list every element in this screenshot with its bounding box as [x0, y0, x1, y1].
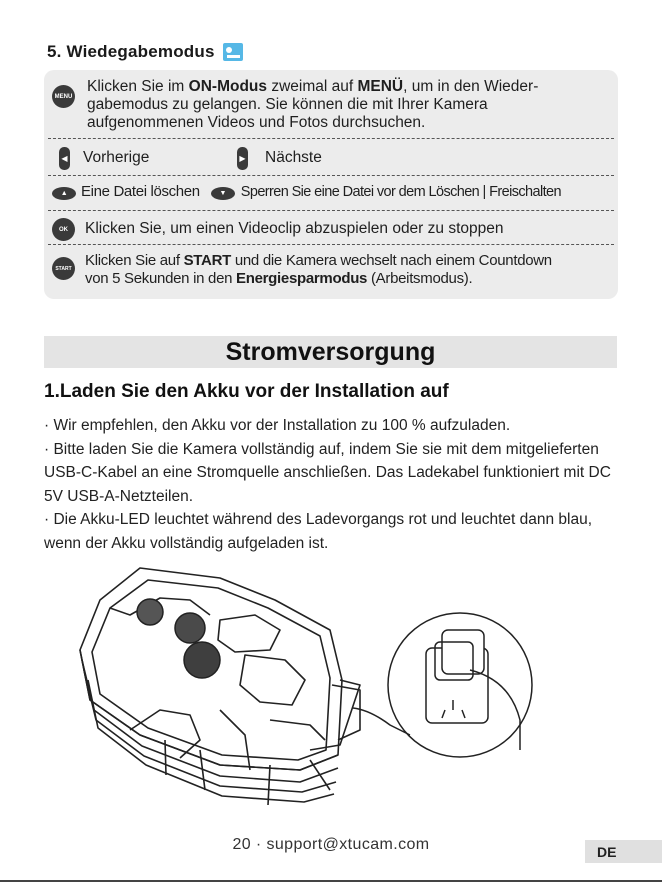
language-tab: [585, 840, 662, 863]
nav-row: [44, 147, 618, 170]
wall-socket-zoom: [388, 613, 532, 757]
section-title-text: 5. Wiedegabemodus: [47, 42, 215, 61]
power-supply-title: Stromversorgung: [225, 338, 436, 366]
lock-file-label: Sperren Sie eine Datei vor dem Löschen | Freischalten: [240, 184, 561, 200]
left-arrow-icon: ◀: [59, 147, 70, 170]
ok-row-text: Klicken Sie, um einen Videoclip abzuspielen oder zu stoppen: [85, 220, 504, 237]
camera-lens: [184, 642, 220, 678]
menu-text-menu: MENÜ: [357, 78, 404, 95]
divider: [48, 175, 614, 176]
usb-cable: [353, 708, 410, 735]
delete-file-label: Eine Datei löschen: [81, 183, 200, 200]
language-code: DE: [597, 844, 617, 860]
camera-charging-illustration: [70, 560, 570, 810]
power-supply-banner: [44, 336, 617, 368]
ok-row: [44, 218, 618, 241]
start-text-4: (Arbeitsmodus).: [367, 270, 473, 287]
start-text-start: START: [183, 252, 231, 269]
menu-text-3: , um in den Wieder-: [403, 78, 539, 95]
playback-instructions-panel: [44, 70, 618, 299]
menu-text-2: zweimal auf: [267, 78, 358, 95]
divider: [48, 138, 614, 139]
start-text-energiesparmodus: Energiesparmodus: [236, 270, 368, 287]
start-button-icon: START: [52, 257, 75, 280]
next-label: Nächste: [265, 149, 322, 166]
start-row: [44, 252, 618, 288]
charging-instructions: [44, 414, 624, 555]
right-arrow-icon: ▶: [237, 147, 248, 170]
charging-heading: 1.Laden Sie den Akku vor der Installation auf: [44, 381, 449, 402]
menu-text-on-modus: ON-Modus: [188, 78, 268, 95]
section-title: [47, 42, 243, 62]
ok-button-icon: OK: [52, 218, 75, 241]
start-text-3: von 5 Sekunden in den: [85, 270, 237, 287]
prev-label: Vorherige: [83, 149, 150, 166]
up-button-icon: ▲: [52, 187, 76, 200]
menu-text-1: Klicken Sie im: [87, 78, 189, 95]
trail-camera-drawing: [80, 568, 360, 805]
camera-sensor: [137, 599, 163, 625]
bottom-rule: [0, 880, 662, 882]
instruction-paragraph: · Wir empfehlen, den Akku vor der Installation zu 100 % aufzuladen.: [44, 417, 511, 434]
instruction-paragraph: · Bitte laden Sie die Kamera vollständig auf, indem Sie sie mit dem mitgelieferten USB-C-Kabel an eine Stromquelle anschließen. Das Ladekabel funktioniert mit DC 5V USB-A-Netzteilen.: [44, 440, 611, 505]
menu-text-line3: aufgenommenen Videos und Fotos durchsuchen.: [87, 114, 426, 131]
page-footer: 20 · support@xtucam.com: [232, 836, 430, 853]
start-row-text: [85, 252, 552, 288]
menu-row: [44, 78, 618, 132]
menu-button-icon: MENU: [52, 85, 75, 108]
file-row: [44, 183, 618, 201]
menu-text-line2: gabemodus zu gelangen. Sie können die mit Ihrer Kamera: [87, 96, 488, 113]
divider: [48, 244, 614, 245]
start-text-1: Klicken Sie auf: [85, 252, 184, 269]
playback-mode-icon: [223, 43, 243, 61]
camera-lens: [175, 613, 205, 643]
divider: [48, 210, 614, 211]
start-text-2: und die Kamera wechselt nach einem Countdown: [230, 252, 552, 269]
menu-row-text: [87, 78, 538, 132]
down-button-icon: ▼: [211, 187, 235, 200]
instruction-paragraph: · Die Akku-LED leuchtet während des Ladevorgangs rot und leuchtet dann blau, wenn der Akku vollständig aufgeladen ist.: [44, 511, 593, 552]
